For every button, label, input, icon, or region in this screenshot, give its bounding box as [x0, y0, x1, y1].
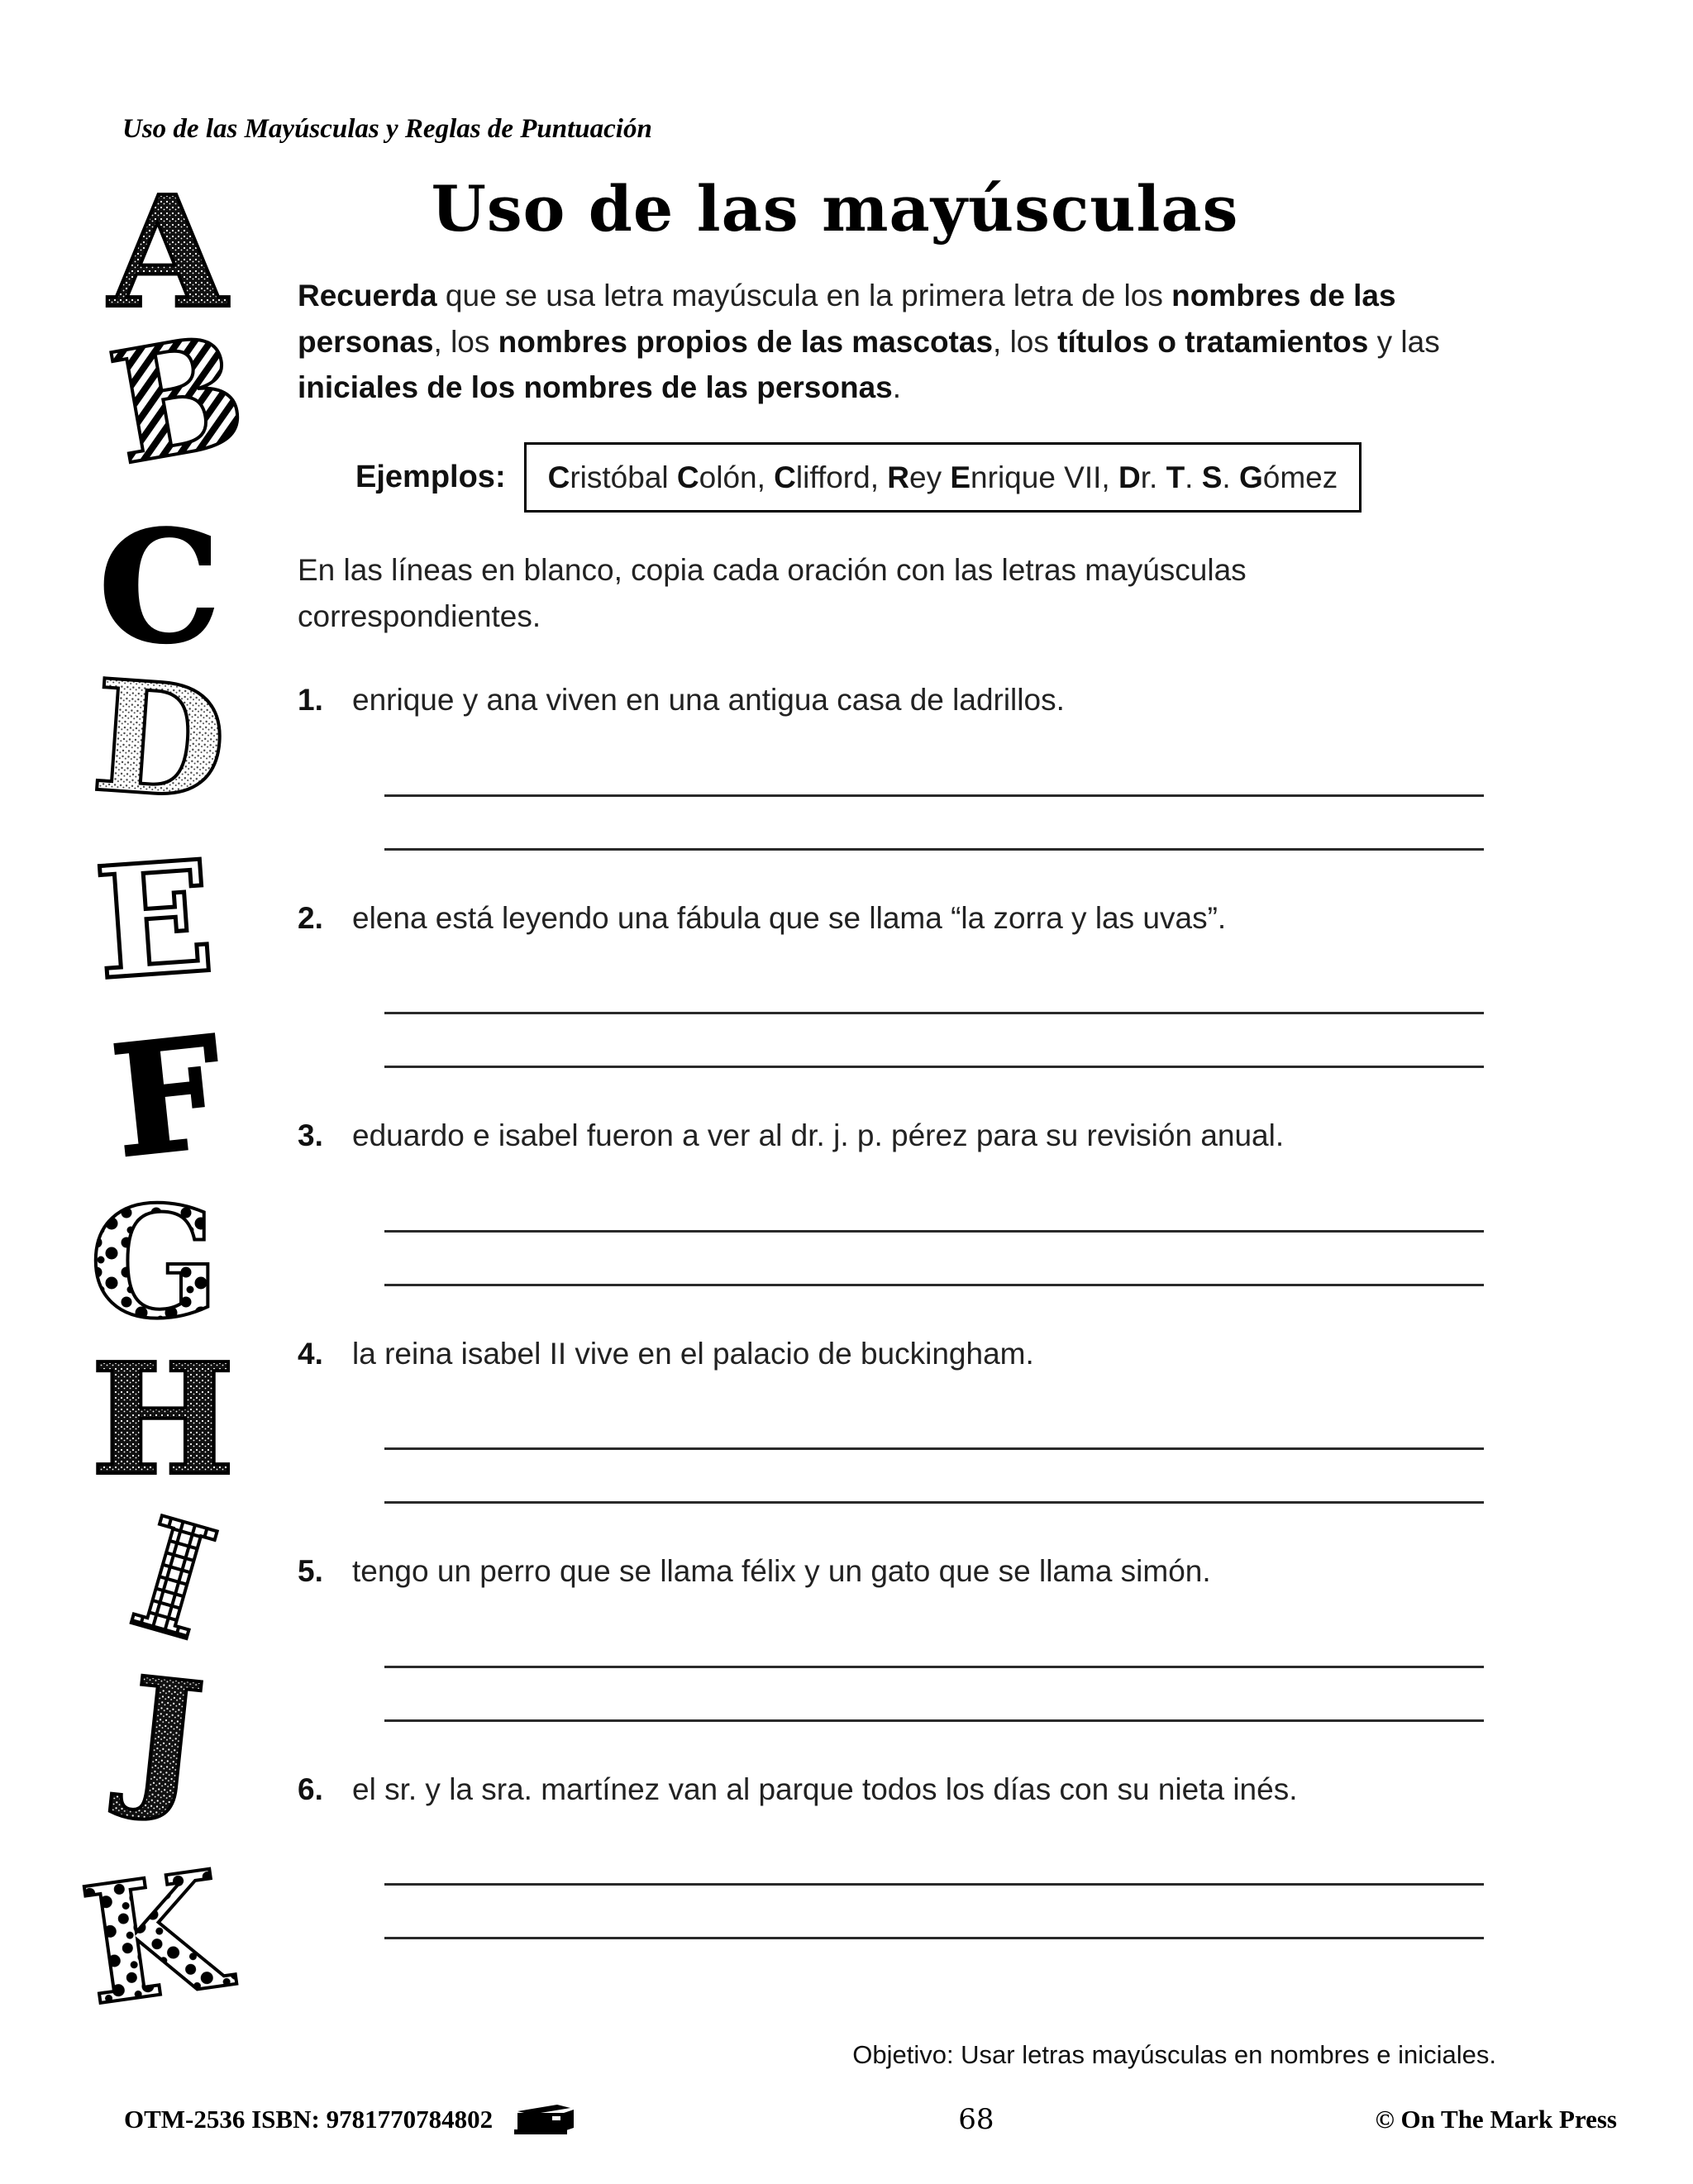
svg-text:H: H — [90, 1329, 236, 1509]
item-sentence: tengo un perro que se llama félix y un gato que se llama simón. — [352, 1554, 1211, 1588]
instructions-paragraph: En las líneas en blanco, copia cada oración con las letras mayúsculas correspondientes. — [298, 553, 1247, 633]
item-sentence: enrique y ana viven en una antigua casa de ladrillos. — [352, 683, 1065, 717]
answer-lines — [384, 1595, 1484, 1722]
answer-line — [384, 941, 1484, 1014]
exercise-item-3 — [298, 1113, 1496, 1286]
exercise-item-2 — [298, 895, 1496, 1069]
examples-box: Cristóbal Colón, Clifford, Rey Enrique VII, Dr. T. S. Gómez — [524, 442, 1362, 513]
exercise-item-4 — [298, 1331, 1496, 1504]
svg-text:G: G — [89, 1172, 220, 1352]
exercise-item-5 — [298, 1548, 1496, 1722]
answer-line — [384, 1450, 1484, 1504]
footer — [124, 2100, 1617, 2139]
exercise-list — [298, 677, 1496, 1939]
answer-line — [384, 1812, 1484, 1886]
exercise-item-1 — [298, 677, 1496, 851]
alphabet-letter-h — [68, 1329, 258, 1509]
item-sentence: elena está leyendo una fábula que se llama “la zorra y las uvas”. — [352, 900, 1227, 935]
svg-text:F: F — [104, 1001, 231, 1193]
page-number: 68 — [958, 2103, 994, 2136]
content-column — [298, 273, 1496, 1984]
svg-text:K: K — [72, 1834, 237, 2042]
answer-lines — [384, 941, 1484, 1068]
answer-line — [384, 1233, 1484, 1286]
svg-text:I: I — [114, 1482, 233, 1676]
item-sentence: la reina isabel II vive en el palacio de buckingham. — [352, 1336, 1034, 1371]
alphabet-letter-b — [69, 298, 287, 502]
svg-text:E: E — [90, 826, 219, 1014]
item-number: 3. — [298, 1118, 323, 1152]
alphabet-letter-j — [62, 1640, 269, 1833]
series-header: Uso de las Mayúsculas y Reglas de Puntuación — [122, 114, 652, 144]
alphabet-letter-k — [48, 1835, 261, 2042]
answer-line — [384, 1668, 1484, 1722]
page-title: Uso de las mayúsculas — [431, 172, 1239, 246]
answer-line — [384, 1376, 1484, 1450]
objective-text: Objetivo: Usar letras mayúsculas en nombres e iniciales. — [852, 2040, 1496, 2069]
examples-row — [298, 442, 1496, 513]
printer-icon — [513, 2100, 577, 2139]
footer-code: OTM-2536 ISBN: 9781770784802 — [124, 2105, 494, 2134]
alphabet-letter-f — [64, 1001, 272, 1194]
answer-line — [384, 797, 1484, 851]
alphabet-letter-d — [59, 646, 260, 833]
svg-text:J: J — [120, 1643, 211, 1829]
answer-lines — [384, 1159, 1484, 1286]
alphabet-column — [0, 0, 273, 2184]
item-number: 6. — [298, 1772, 323, 1806]
exercise-item-6 — [298, 1767, 1496, 1940]
intro-paragraph: Recuerda que se usa letra mayúscula en la primera letra de los nombres de las personas, los nombres propios de las mascotas, los títulos o tratamientos y las iniciales de los nombres de las personas. — [298, 279, 1440, 404]
item-number: 5. — [298, 1554, 323, 1588]
answer-line — [384, 1159, 1484, 1233]
item-sentence: eduardo e isabel fueron a ver al dr. j. p. pérez para su revisión anual. — [352, 1118, 1285, 1152]
svg-text:A: A — [108, 162, 227, 342]
svg-text:C: C — [98, 497, 221, 677]
footer-left — [124, 2100, 577, 2139]
answer-lines — [384, 723, 1484, 851]
alphabet-letter-g — [60, 1172, 250, 1352]
examples-label: Ejemplos: — [355, 459, 506, 494]
svg-text:B: B — [98, 299, 257, 499]
item-number: 4. — [298, 1336, 323, 1371]
answer-line — [384, 723, 1484, 797]
alphabet-letter-e — [54, 827, 255, 1013]
answer-line — [384, 1595, 1484, 1668]
footer-publisher: © On The Mark Press — [1375, 2105, 1617, 2134]
svg-text:D: D — [87, 645, 232, 835]
answer-line — [384, 1014, 1484, 1068]
item-sentence: el sr. y la sra. martínez van al parque todos los días con su nieta inés. — [352, 1772, 1298, 1806]
item-number: 2. — [298, 900, 323, 935]
answer-line — [384, 1886, 1484, 1939]
item-number: 1. — [298, 683, 323, 717]
answer-lines — [384, 1812, 1484, 1939]
answer-lines — [384, 1376, 1484, 1504]
